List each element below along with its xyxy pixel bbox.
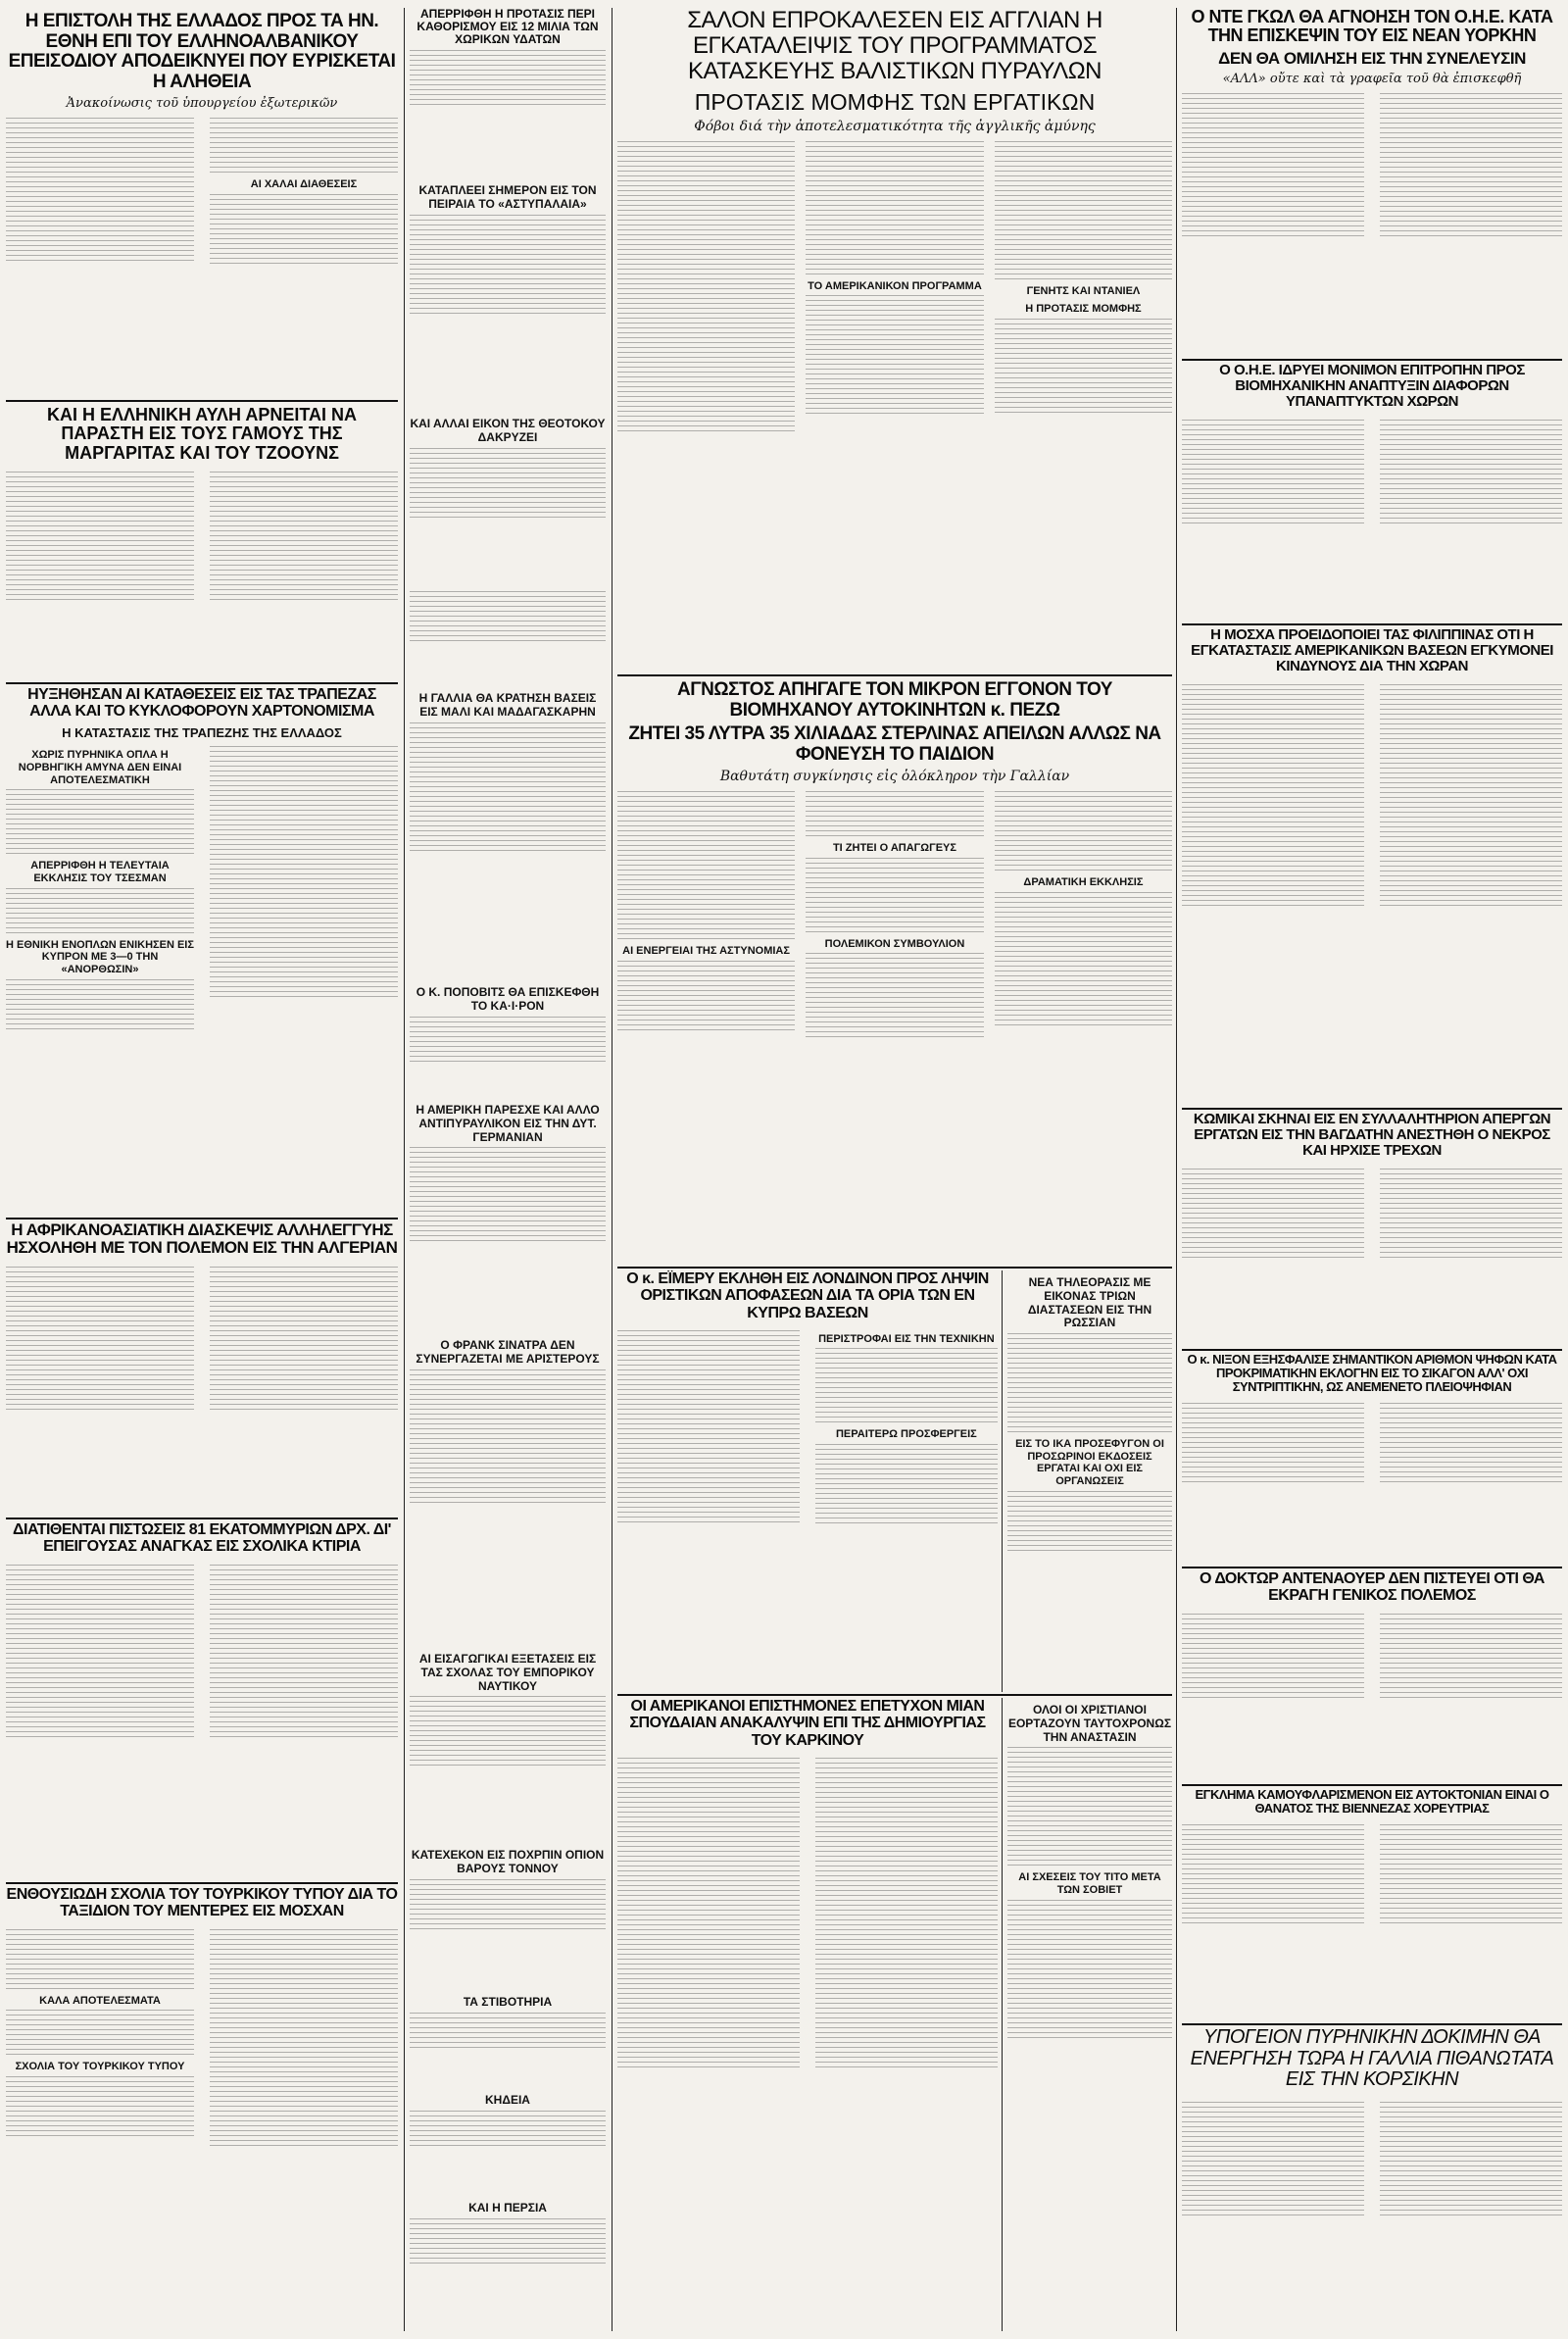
article-ballistic-missiles (617, 8, 1172, 674)
article-funeral (410, 2088, 606, 2196)
body-text (1182, 681, 1364, 910)
headline: ΚΩΜΙΚΑΙ ΣΚΗΝΑΙ ΕΙΣ ΕΝ ΣΥΛΛΑΛΗΤΗΡΙΟΝ ΑΠΕΡΓΩΝ ΕΡΓΑΤΩΝ ΕΙΣ ΤΗΝ ΒΑΓΔΑΤΗΝ ΑΝΕΣΤΗΘΗ Ο ΝΕΚΡΟΣ ΚΑΙ ΗΡΧΙΣΕ ΤΡΕΧΩΝ (1193, 1112, 1551, 1160)
body-text (1380, 90, 1562, 240)
article-naval-exams (410, 1647, 606, 1843)
body-text (410, 1879, 606, 1929)
subhead: ΤΟ ΑΜΕΡΙΚΑΝΙΚΟΝ ΠΡΟΓΡΑΜΜΑ (808, 279, 982, 292)
body-text (1380, 681, 1562, 910)
article-antimissile (410, 1098, 606, 1333)
body-text (6, 115, 194, 265)
article-territorial-waters (410, 8, 606, 176)
body-text (1007, 1747, 1172, 1866)
body-text (410, 215, 606, 314)
body-text (806, 953, 983, 1037)
body-text (1007, 1333, 1172, 1432)
headline-secondary: ΖΗΤΕΙ 35 ΛΥΤΡΑ 35 ΧΙΛΙΑΔΑΣ ΣΤΕΡΛΙΝΑΣ ΑΠΕΙΛΩΝ ΑΛΛΩΣ ΝΑ ΦΟΝΕΥΣΗ ΤΟ ΠΑΙΔΙΟΝ (628, 723, 1161, 765)
body-text (410, 591, 606, 641)
headline: ΑΠΕΡΡΙΦΘΗ Η ΠΡΟΤΑΣΙΣ ΠΕΡΙ ΚΑΘΟΡΙΣΜΟΥ ΕΙΣ 12 ΜΙΛΙΑ ΤΩΝ ΧΩΡΙΚΩΝ ΥΔΑΤΩΝ (416, 8, 599, 46)
body-text (410, 1369, 606, 1503)
article-school-credits (6, 1521, 398, 1880)
headline: ΕΓΚΛΗΜΑ ΚΑΜΟΥΦΛΑΡΙΣΜΕΝΟΝ ΕΙΣ ΑΥΤΟΚΤΟΝΙΑΝ ΕΙΝΑΙ Ο ΘΑΝΑΤΟΣ ΤΗΣ ΒΙΕΝΝΕΖΑΣ ΧΟΡΕΥΤΡΙΑΣ (1195, 1788, 1549, 1816)
subhead: Η ΓΑΛΛΙΑ ΘΑ ΚΡΑΤΗΣΗ ΒΑΣΕΙΣ ΕΙΣ ΜΑΛΙ ΚΑΙ ΜΑΔΑΓΑΣΚΑΡΗΝ (418, 691, 597, 719)
body-text (6, 1929, 194, 1989)
subhead: ΚΑΙ Η ΠΕΡΣΙΑ (468, 2201, 547, 2215)
body-text (410, 1017, 606, 1062)
body-text (410, 448, 606, 518)
subhead: ΧΩΡΙΣ ΠΥΡΗΝΙΚΑ ΟΠΛΑ Η ΝΟΡΒΗΓΙΚΗ ΑΜΥΝΑ ΔΕΝ ΕΙΝΑΙ ΑΠΟΤΕΛΕΣΜΑΤΙΚΗ (18, 749, 182, 786)
body-text (410, 722, 606, 851)
body-text (617, 138, 795, 435)
headline-secondary: ΠΡΟΤΑΣΙΣ ΜΟΜΦΗΣ ΤΩΝ ΕΡΓΑΤΙΚΩΝ (694, 88, 1096, 115)
subheadline: «ΑΛΛ» οὔτε καὶ τὰ γραφεῖα τοῦ θὰ ἐπισκεφθῆ (1222, 72, 1522, 87)
subheadline: Φόβοι διά τὴν ἀποτελεσματικότητα τῆς ἀγγλικῆς ἀμύνης (694, 118, 1096, 134)
article-moscow-philippines (1182, 627, 1562, 1106)
subhead: ΠΕΡΑΙΤΕΡΩ ΠΡΟΣΦΕΡΓΕΙΣ (835, 1428, 977, 1441)
article-baghdad-strike (1182, 1112, 1562, 1347)
body-text (1380, 1400, 1562, 1486)
body-text (806, 858, 983, 932)
body-text (995, 791, 1172, 871)
subhead: ΚΗΔΕΙΑ (485, 2093, 530, 2107)
article-de-gaulle-un (1182, 8, 1562, 359)
body-text (410, 2218, 606, 2264)
subhead: Ο ΦΡΑΝΚ ΣΙΝΑΤΡΑ ΔΕΝ ΣΥΝΕΡΓΑΖΕΤΑΙ ΜΕ ΑΡΙΣΤΕΡΟΥΣ (416, 1338, 600, 1366)
body-text (1182, 2099, 1364, 2219)
body-text (1007, 1491, 1172, 1551)
article-adenauer (1182, 1570, 1562, 1782)
article-corsica-test (1182, 2027, 1562, 2331)
body-text (617, 1327, 800, 1526)
body-text (6, 1264, 194, 1414)
article-col2-body (410, 588, 606, 686)
body-text (806, 141, 983, 274)
body-text (617, 961, 795, 1030)
body-text (815, 1755, 998, 2071)
body-text (210, 194, 398, 264)
body-text (6, 979, 194, 1029)
article-un-committee (1182, 363, 1562, 622)
subhead: ΣΧΟΛΙΑ ΤΟΥ ΤΟΥΡΚΙΚΟΥ ΤΥΠΟΥ (15, 2061, 185, 2073)
body-text (210, 1264, 398, 1414)
body-text (410, 2013, 606, 2048)
body-text (1182, 90, 1364, 240)
body-text (617, 1755, 800, 2071)
headline-secondary: ΔΕΝ ΘΑ ΟΜΙΛΗΣΗ ΕΙΣ ΤΗΝ ΣΥΝΕΛΕΥΣΙΝ (1218, 48, 1526, 68)
subhead: ΑΙ ΕΝΕΡΓΕΙΑΙ ΤΗΣ ΑΣΤΥΝΟΜΙΑΣ (622, 945, 790, 958)
headline: ΚΑΙ Η ΕΛΛΗΝΙΚΗ ΑΥΛΗ ΑΡΝΕΙΤΑΙ ΝΑ ΠΑΡΑΣΤΗ ΕΙΣ ΤΟΥΣ ΓΑΜΟΥΣ ΤΗΣ ΜΑΡΓΑΡΙΤΑΣ ΚΑΙ ΤΟΥ ΤΖΟΟΥΝΣ (46, 406, 358, 463)
article-astypalaia (410, 178, 606, 412)
body-text (1182, 1821, 1364, 1927)
body-text (410, 50, 606, 105)
body-text (806, 295, 983, 414)
body-text (6, 2010, 194, 2055)
subhead: ΑΠΕΡΡΙΦΘΗ Η ΤΕΛΕΥΤΑΙΑ ΕΚΚΛΗΣΙΣ ΤΟΥ ΤΣΕΣΜΑΝ (30, 860, 170, 885)
article-peugeot-kidnap (617, 680, 1172, 1267)
headline: ΔΙΑΤΙΘΕΝΤΑΙ ΠΙΣΤΩΣΕΙΣ 81 ΕΚΑΤΟΜΜΥΡΙΩΝ ΔΡΧ. ΔΙ' ΕΠΕΙΓΟΥΣΑΣ ΑΝΑΓΚΑΣ ΕΙΣ ΣΧΟΛΙΚΑ ΚΤΙΡΙΑ (13, 1521, 391, 1556)
article-easter (1007, 1698, 1172, 2331)
article-bank-deposits (6, 686, 398, 1216)
subhead: ΑΙ ΕΙΣΑΓΩΓΙΚΑΙ ΕΞΕΤΑΣΕΙΣ ΕΙΣ ΤΑΣ ΣΧΟΛΑΣ ΤΟΥ ΕΜΠΟΡΙΚΟΥ ΝΑΥΤΙΚΟΥ (418, 1652, 597, 1693)
subheadline: Ἀνακοίνωσις τοῦ ὑπουργείου ἐξωτερικῶν (66, 96, 338, 112)
headline: Η ΕΠΙΣΤΟΛΗ ΤΗΣ ΕΛΛΑΔΟΣ ΠΡΟΣ ΤΑ ΗΝ. ΕΘΝΗ ΕΠΙ ΤΟΥ ΕΛΛΗΝΟΑΛΒΑΝΙΚΟΥ ΕΠΕΙΣΟΔΙΟΥ ΑΠΟΔΕΙΚΝΥΕΙ ΠΟΥ ΕΥΡΙΣΚΕΤΑΙ Η ΑΛΗΘΕΙΑ (8, 11, 396, 92)
headline: Η ΑΦΡΙΚΑΝΟΑΣΙΑΤΙΚΗ ΔΙΑΣΚΕΨΙΣ ΑΛΛΗΛΕΓΓΥΗΣ ΗΣΧΟΛΗΘΗ ΜΕ ΤΟΝ ΠΟΛΕΜΟΝ ΕΙΣ ΤΗΝ ΑΛΓΕΡΙΑΝ (6, 1221, 398, 1258)
body-text (1182, 417, 1364, 527)
headline: ΟΙ ΑΜΕΡΙΚΑΝΟΙ ΕΠΙΣΤΗΜΟΝΕΣ ΕΠΕΤΥΧΟΝ ΜΙΑΝ ΣΠΟΥΔΑΙΑΝ ΑΝΑΚΑΛΥΨΙΝ ΕΠΙ ΤΗΣ ΔΗΜΙΟΥΡΓΙΑΣ ΤΟΥ ΚΑΡΚΙΝΟΥ (629, 1698, 986, 1749)
body-text (210, 743, 398, 1001)
subhead: ΤΑ ΣΤΙΒΟΤΗΡΙΑ (463, 1995, 553, 2009)
body-text (6, 888, 194, 933)
body-text (1182, 1166, 1364, 1262)
subhead: ΑΙ ΧΑΛΑΙ ΔΙΑΘΕΣΕΙΣ (250, 178, 358, 191)
headline: ΕΝΘΟΥΣΙΩΔΗ ΣΧΟΛΙΑ ΤΟΥ ΤΟΥΡΚΙΚΟΥ ΤΥΠΟΥ ΔΙΑ ΤΟ ΤΑΞΙΔΙΟΝ ΤΟΥ ΜΕΝΤΕΡΕΣ ΕΙΣ ΜΟΣΧΑΝ (6, 1886, 398, 1920)
body-text (1380, 417, 1562, 527)
body-text (6, 469, 194, 604)
body-text (210, 1562, 398, 1741)
body-text (1182, 1400, 1364, 1486)
subhead: Η ΠΡΟΤΑΣΙΣ ΜΟΜΦΗΣ (1025, 303, 1142, 316)
body-text (210, 469, 398, 604)
article-persia (410, 2196, 606, 2331)
subhead: Η ΕΘΝΙΚΗ ΕΝΟΠΛΩΝ ΕΝΙΚΗΣΕΝ ΕΙΣ ΚΥΠΡΟΝ ΜΕ 3—0 ΤΗΝ «ΑΝΟΡΘΩΣΙΝ» (6, 938, 194, 975)
article-opium (410, 1843, 606, 1990)
body-text (995, 141, 1172, 279)
body-text (815, 1348, 998, 1422)
subhead: ΝΕΑ ΤΗΛΕΟΡΑΣΙΣ ΜΕ ΕΙΚΟΝΑΣ ΤΡΙΩΝ ΔΙΑΣΤΑΣΕΩΝ ΕΙΣ ΤΗΝ ΡΩΣΣΙΑΝ (1027, 1275, 1152, 1330)
subhead: ΠΟΛΕΜΙΚΟΝ ΣΥΜΒΟΥΛΙΟΝ (824, 937, 965, 950)
body-text (1007, 1900, 1172, 2038)
subheadline: Βαθυτάτη συγκίνησις εἰς ὁλόκληρον τὴν Γαλλίαν (719, 769, 1070, 785)
article-afroasian (6, 1221, 398, 1516)
headline: Ο ΔΟΚΤΩΡ ΑΝΤΕΝΑΟΥΕΡ ΔΕΝ ΠΙΣΤΕΥΕΙ ΟΤΙ ΘΑ ΕΚΡΑΓΗ ΓΕΝΙΚΟΣ ΠΟΛΕΜΟΣ (1200, 1570, 1544, 1605)
headline: Ο κ. ΕΪΜΕΡΥ ΕΚΛΗΘΗ ΕΙΣ ΛΟΝΔΙΝΟΝ ΠΡΟΣ ΛΗΨΙΝ ΟΡΙΣΤΙΚΩΝ ΑΠΟΦΑΣΕΩΝ ΔΙΑ ΤΑ ΟΡΙΑ ΤΩΝ ΕΝ ΚΥΠΡΩ ΒΑΣΕΩΝ (626, 1270, 989, 1321)
body-text (1380, 1821, 1562, 1927)
article-cancer-discovery (617, 1698, 998, 2331)
body-text (1182, 1611, 1364, 1702)
subhead: ΟΛΟΙ ΟΙ ΧΡΙΣΤΙΑΝΟΙ ΕΟΡΤΑΖΟΥΝ ΤΑΥΤΟΧΡΟΝΩΣ ΤΗΝ ΑΝΑΣΤΑΣΙΝ (1007, 1703, 1172, 1744)
article-nixon-chicago (1182, 1353, 1562, 1565)
headline: Ο κ. ΝΙΞΟΝ ΕΞΗΣΦΑΛΙΣΕ ΣΗΜΑΝΤΙΚΟΝ ΑΡΙΘΜΟΝ ΨΗΦΩΝ ΚΑΤΑ ΠΡΟΚΡΙΜΑΤΙΚΗΝ ΕΚΛΟΓΗΝ ΕΙΣ ΤΟ ΣΙΚΑΓΟΝ ΑΛΛ' ΟΧΙ ΣΥΝΤΡΙΠΤΙΚΗΝ, ΩΣ ΑΝΕΜΕΝΕΤΟ ΠΛΕΙΟΨΗΦΙΑΝ (1187, 1353, 1557, 1395)
article-icon-weeping (410, 412, 606, 588)
subhead: ΑΙ ΣΧΕΣΕΙΣ ΤΟΥ ΤΙΤΟ ΜΕΤΑ ΤΩΝ ΣΟΒΙΕΤ (1018, 1871, 1161, 1897)
body-text (1380, 1166, 1562, 1262)
body-text (1380, 1611, 1562, 1702)
article-vienna-dancer (1182, 1788, 1562, 2021)
article-amery-cyprus (617, 1270, 998, 1692)
headline: ΥΠΟΓΕΙΟΝ ΠΥΡΗΝΙΚΗΝ ΔΟΚΙΜΗΝ ΘΑ ΕΝΕΡΓΗΣΗ ΤΩΡΑ Η ΓΑΛΛΙΑ ΠΙΘΑΝΩΤΑΤΑ ΕΙΣ ΤΗΝ ΚΟΡΣΙΚΗΝ (1190, 2027, 1554, 2091)
body-text (806, 791, 983, 836)
article-royal-wedding (6, 406, 398, 680)
headline: ΣΑΛΟΝ ΕΠΡΟΚΑΛΕΣΕΝ ΕΙΣ ΑΓΓΛΙΑΝ Η ΕΓΚΑΤΑΛΕΙΨΙΣ ΤΟΥ ΠΡΟΓΡΑΜΜΑΤΟΣ ΚΑΤΑΣΚΕΥΗΣ ΒΑΛΙΣΤΙΚΩΝ ΠΥΡΑΥΛΩΝ (687, 8, 1102, 84)
headline: Ο Ο.Η.Ε. ΙΔΡΥΕΙ ΜΟΝΙΜΟΝ ΕΠΙΤΡΟΠΗΝ ΠΡΟΣ ΒΙΟΜΗΧΑΝΙΚΗΝ ΑΝΑΠΤΥΞΙΝ ΔΙΑΦΟΡΩΝ ΥΠΑΝΑΠΤΥΚΤΩΝ ΧΩΡΩΝ (1219, 363, 1525, 411)
body-text (6, 2076, 194, 2136)
subhead: Η ΑΜΕΡΙΚΗ ΠΑΡΕΣΧΕ ΚΑΙ ΑΛΛΟ ΑΝΤΙΠΥΡΑΥΛΙΚΟΝ ΕΙΣ ΤΗΝ ΔΥΤ. ΓΕΡΜΑΝΙΑΝ (416, 1103, 600, 1144)
subhead: ΔΡΑΜΑΤΙΚΗ ΕΚΚΛΗΣΙΣ (1023, 876, 1144, 889)
body-text (410, 2111, 606, 2146)
body-text (995, 319, 1172, 413)
article-3d-television (1007, 1270, 1172, 1692)
body-text (1380, 2099, 1562, 2219)
subhead: ΕΙΣ ΤΟ ΙΚΑ ΠΡΟΣΕΦΥΓΟΝ ΟΙ ΠΡΟΣΩΡΙΝΟΙ ΕΚΔΟΣΕΙΣ ΕΡΓΑΤΑΙ ΚΑΙ ΟΧΙ ΕΙΣ ΟΡΓΑΝΩΣΕΙΣ (1015, 1438, 1164, 1488)
article-stivotiria (410, 1990, 606, 2088)
body-text (6, 789, 194, 854)
body-text (815, 1444, 998, 1523)
subhead: ΓΕΝΗΤΣ ΚΑΙ ΝΤΑΝΙΕΛ (1026, 284, 1141, 297)
headline: Ο ΝΤΕ ΓΚΩΛ ΘΑ ΑΓΝΟΗΣΗ ΤΟΝ Ο.Η.Ε. ΚΑΤΑ ΤΗΝ ΕΠΙΣΚΕΨΙΝ ΤΟΥ ΕΙΣ ΝΕΑΝ ΥΟΡΚΗΝ (1191, 8, 1553, 46)
body-text (6, 1562, 194, 1741)
body-text (410, 1696, 606, 1766)
subhead: Ο Κ. ΠΟΠΟΒΙΤΣ ΘΑ ΕΠΙΣΚΕΦΘΗ ΤΟ ΚΑ·Ι·ΡΟΝ (416, 985, 600, 1013)
subhead: ΚΑΤΕΧΕΚΟΝ ΕΙΣ ΠΟΧΡΠΙΝ ΟΠΙΟΝ ΒΑΡΟΥΣ ΤΟΝΝΟΥ (411, 1848, 605, 1875)
body-text (210, 118, 398, 173)
headline: ΑΓΝΩΣΤΟΣ ΑΠΗΓΑΓΕ ΤΟΝ ΜΙΚΡΟΝ ΕΓΓΟΝΟΝ ΤΟΥ ΒΙΟΜΗΧΑΝΟΥ ΑΥΤΟΚΙΝΗΤΩΝ κ. ΠΕΖΩ (677, 680, 1112, 721)
subhead: ΤΙ ΖΗΤΕΙ Ο ΑΠΑΓΩΓΕΥΣ (832, 842, 956, 855)
subhead: ΚΑΤΑΠΛΕΕΙ ΣΗΜΕΡΟΝ ΕΙΣ ΤΟΝ ΠΕΙΡΑΙΑ ΤΟ «ΑΣΤΥΠΑΛΑΙΑ» (418, 183, 597, 211)
article-france-bases (410, 686, 606, 980)
article-sinatra (410, 1333, 606, 1637)
body-text (210, 1926, 398, 2150)
subheadline: Η ΚΑΤΑΣΤΑΣΙΣ ΤΗΣ ΤΡΑΠΕΖΗΣ ΤΗΣ ΕΛΛΑΔΟΣ (62, 724, 342, 740)
body-text (995, 892, 1172, 1025)
subhead: ΠΕΡΙΣΤΡΟΦΑΙ ΕΙΣ ΤΗΝ ΤΕΧΝΙΚΗΝ (818, 1332, 995, 1345)
headline: ΗΥΞΗΘΗΣΑΝ ΑΙ ΚΑΤΑΘΕΣΕΙΣ ΕΙΣ ΤΑΣ ΤΡΑΠΕΖΑΣ ΑΛΛΑ ΚΑΙ ΤΟ ΚΥΚΛΟΦΟΡΟΥΝ ΧΑΡΤΟΝΟΜΙΣΜΑ (27, 686, 376, 721)
body-text (410, 1147, 606, 1241)
headline: Η ΜΟΣΧΑ ΠΡΟΕΙΔΟΠΟΙΕΙ ΤΑΣ ΦΙΛΙΠΠΙΝΑΣ ΟΤΙ Η ΕΓΚΑΤΑΣΤΑΣΙΣ ΑΜΕΡΙΚΑΝΙΚΩΝ ΒΑΣΕΩΝ ΕΓΚΥΜΟΝΕΙ ΚΙΝΔΥΝΟΥΣ ΔΙΑ ΤΗΝ ΧΩΡΑΝ (1191, 627, 1553, 675)
article-turkish-press (6, 1886, 398, 2333)
subhead: ΚΑΙ ΑΛΛΑΙ ΕΙΚΟΝ ΤΗΣ ΘΕΟΤΟΚΟΥ ΔΑΚΡΥΖΕΙ (410, 417, 606, 444)
article-popovic (410, 980, 606, 1098)
article-greece-letter (6, 8, 398, 400)
body-text (617, 791, 795, 939)
subhead: ΚΑΛΑ ΑΠΟΤΕΛΕΣΜΑΤΑ (39, 1994, 161, 2007)
